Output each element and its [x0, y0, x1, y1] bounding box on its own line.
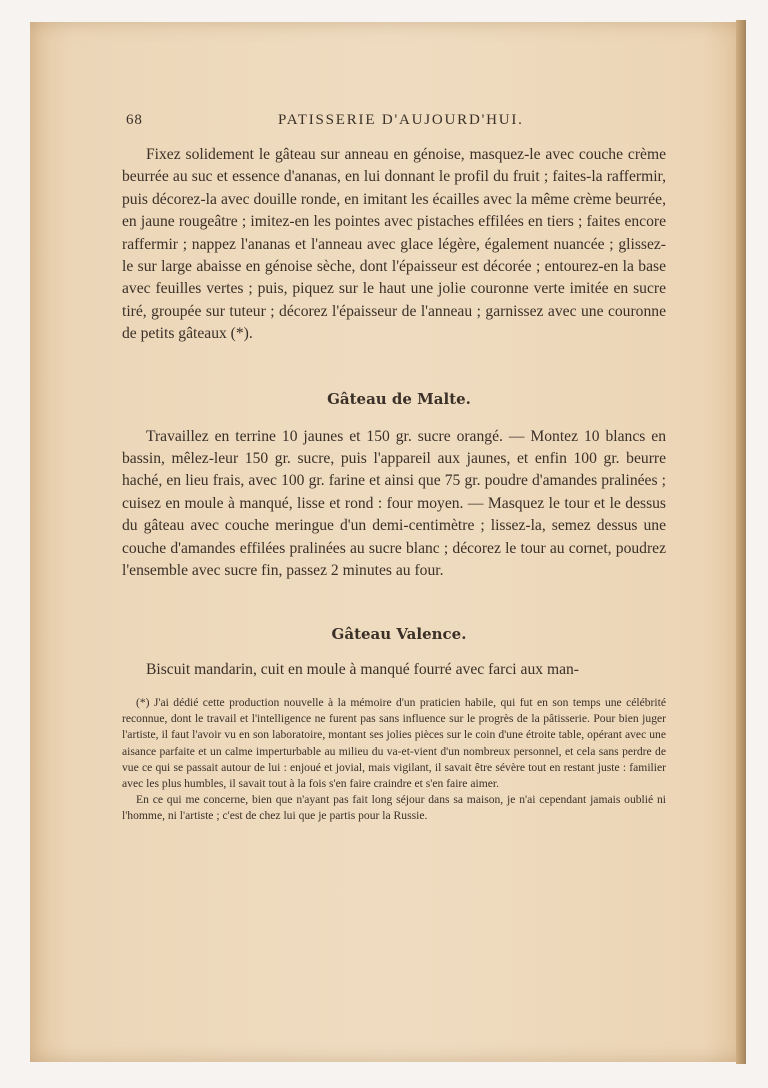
- recipe-title-malte: Gâteau de Malte.: [327, 389, 471, 408]
- running-title: PATISSERIE D'AUJOURD'HUI.: [278, 112, 524, 128]
- recipe-text-valence: Biscuit mandarin, cuit en moule à manqué fourré avec farci aux man-: [146, 660, 579, 678]
- footnote-paragraph: (*) J'ai dédié cette production nouvelle à la mémoire d'un praticien habile, qui fut en son temps une célébrité reconnue, dont le travail et l'intelligence ne furent pas sans influence sur le progrès de la pâtisserie. Pour bien juger l'artiste, il faut l'avoir vu en son laboratoire, montant ses jolies pièces sur le coin d'une étroite table, opérant avec une aisance parfaite et un calme imperturbable au milieu du va-et-vient d'un nombreux personnel, et cela sans perdre de vue ce qui se passait autour de lui : enjoué et jovial, mais vigilant, il savait être sévère tout en restant juste : familier avec les plus humbles, il savait tout à la fois s'en faire craindre et s'en faire aimer.: [122, 695, 666, 790]
- recipe-title-valence: Gâteau Valence.: [331, 624, 467, 643]
- intro-paragraph: Fixez solidement le gâteau sur anneau en génoise, masquez-le avec couche crème beurrée au suc et essence d'ananas, en lui donnant le profil du fruit ; faites-la raffermir, puis décorez-la avec douille ronde, en imitant les écailles avec la même crème beurrée, en jaune rougeâtre ; imitez-en les pointes avec pistaches effilées en tiers ; faites encore raffermir ; nappez l'ananas et l'anneau avec glace légère, également nuancée ; glissez-le sur large abaisse en génoise sèche, dont l'épaisseur est décorée ; entourez-en la base avec feuilles vertes ; puis, piquez sur le haut une jolie couronne verte imitée en sucre tiré, groupée sur tuteur ; décorez l'épaisseur de l'anneau ; garnissez avec une couronne de petits gâteaux (*).: [122, 146, 666, 343]
- page-header: [92, 108, 666, 132]
- page-number: 68: [126, 112, 143, 128]
- page-binding-edge: [736, 20, 746, 1064]
- footnotes: [92, 695, 666, 825]
- footnote-paragraph: En ce qui me concerne, bien que n'ayant pas fait long séjour dans sa maison, je n'ai cependant jamais oublié ni l'homme, ni l'artiste ; c'est de chez lui que je partis pour la Russie.: [122, 793, 666, 823]
- page-text-block: [92, 108, 666, 825]
- recipe-text-malte: Travaillez en terrine 10 jaunes et 150 gr. sucre orangé. — Montez 10 blancs en bassin, mêlez-leur 150 gr. sucre, puis l'appareil aux jaunes, et enfin 100 gr. beurre haché, en lieu frais, avec 100 gr. farine et ainsi que 75 gr. poudre d'amandes pralinées ; cuisez en moule à manqué, lisse et rond : four moyen. — Masquez le tour et le dessus du gâteau avec couche meringue d'un demi-centimètre ; lissez-la, semez dessus une couche d'amandes effilées pralinées au sucre blanc ; décorez le tour au cornet, poudrez l'ensemble avec sucre fin, passez 2 minutes au four.: [122, 427, 666, 580]
